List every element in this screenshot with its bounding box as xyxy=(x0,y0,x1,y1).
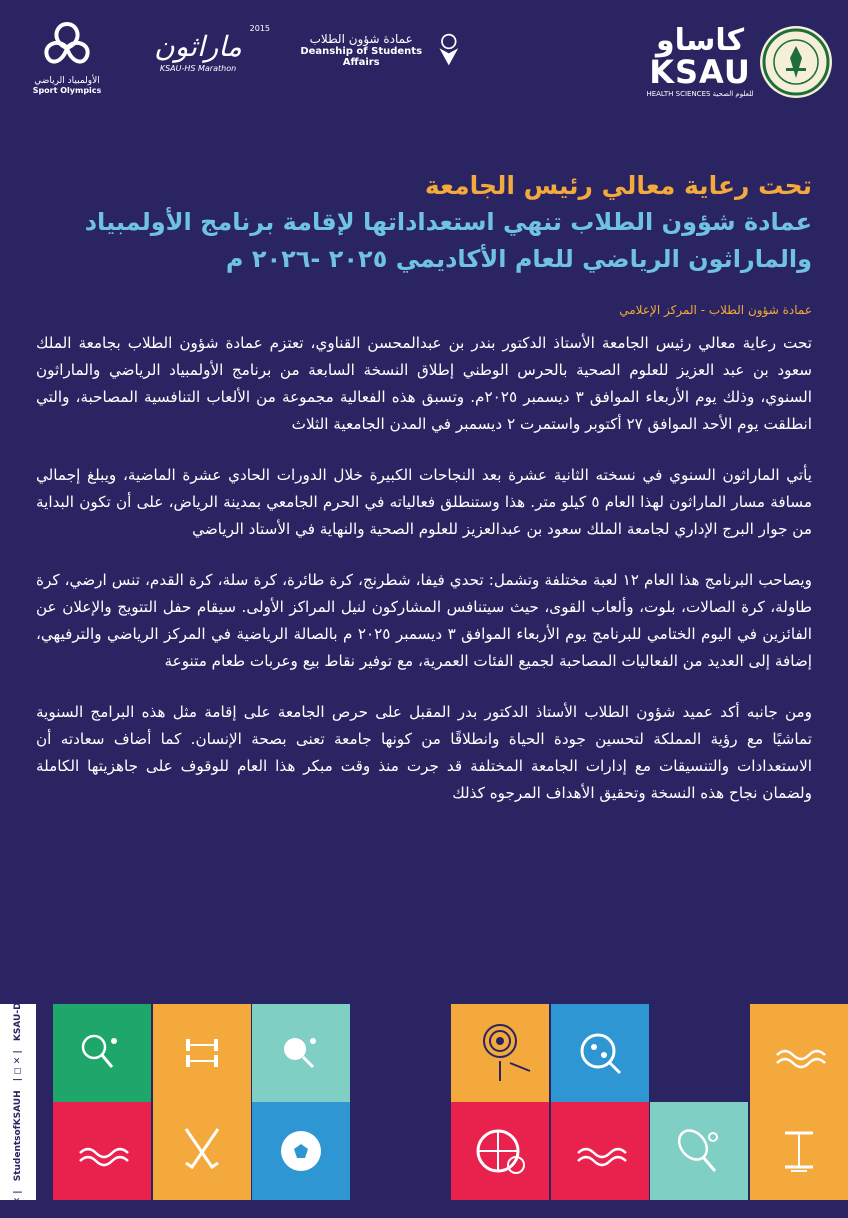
ksau-logo-ar: كاساو xyxy=(655,23,745,58)
sport-tile-archery-target xyxy=(451,1004,549,1102)
article-subtitle-line-1: عمادة شؤون الطلاب تنهي استعداداتها لإقامة برنامج الأولمبياد xyxy=(84,208,812,236)
sport-tile-blank xyxy=(352,1102,450,1200)
article-paragraph-2: يأتي الماراثون السنوي في نسخته الثانية عشرة بعد النجاحات الكبيرة خلال الدورات الحادي عشرة الماضية، ويبلغ إجمالي مسافة مسار الماراثون لهذا العام ٥ كيلو متر. هذا وستنطلق فعالياته في الحرم الجامعي بمدينة الرياض، على أن تكون البداية من جوار البرج الإداري لجامعة الملك سعود بن عبدالعزيز للعلوم الصحية والنهاية في الأستاد الرياضي xyxy=(36,466,812,538)
olympics-knot-icon xyxy=(39,18,95,74)
sport-tile-swimming xyxy=(551,1102,649,1200)
archery-target-icon xyxy=(468,1021,532,1085)
article-paragraph-4: ومن جانبه أكد عميد شؤون الطلاب الأستاذ الدكتور بدر المقبل على حرص الجامعة على إقامة مثل هذه البرامج السنوية تماشيًا مع رؤية المملكة لتحسين جودة الحياة وانطلاقًا من كونها جامعة تعنى بصحة الإنسان. كما أضاف سعادته أن الاستعدادات والتنسيقات مع إدارات الجامعة المختلفة قد جرت منذ وقت مبكر هذا العام للوقوف على جاهزيتها الكاملة ولضمان نجاح هذه النسخة وتحقيق الأهداف المرجوه كذلك xyxy=(36,703,812,802)
article-title: تحت رعاية معالي رئيس الجامعة xyxy=(424,171,812,200)
swimming-icon xyxy=(568,1119,632,1183)
social-handles-bar xyxy=(0,989,36,1215)
deanship-emblem-icon xyxy=(436,30,462,70)
basketball-icon xyxy=(468,1119,532,1183)
sport-tile-ping-pong xyxy=(252,1004,350,1102)
social-icons: ◻ ✕ | xyxy=(13,1190,23,1215)
olympics-logo-en: Sport Olympics xyxy=(32,86,102,95)
sport-tile-blank xyxy=(650,1004,748,1102)
sport-tile-basketball xyxy=(451,1102,549,1200)
sport-tiles-strip xyxy=(0,1004,848,1200)
article-paragraph-3: ويصاحب البرنامج هذا العام ١٢ لعبة مختلفة وتشمل: تحدي فيفا، شطرنج، كرة طائرة، كرة سلة، كرة القدم، تنس ارضي، كرة طاولة، كرة الصالات، بلوت، وألعاب القوى، حيث سيتنافس المشاركون لنيل المراكز الأولى. سيقام حفل التتويج والإعلان عن الفائزين في اليوم الختامي للبرنامج يوم الأربعاء الموافق ٣ ديسمبر ٢٠٢٥ م بالصالة الرياضية في المركز الرياضي والترفيهي، إضافة إلى العديد من الفعاليات المصاحبة لجميع الفئات العمرية، مع توفير نقاط بيع وعربات طعام متنوعة xyxy=(36,571,812,670)
social-separator: | ◻ ✕ | xyxy=(13,1050,23,1082)
marathon-logo-en: KSAU-HS Marathon xyxy=(159,64,237,73)
deanship-logo-en: Deanship of Students Affairs xyxy=(300,46,423,68)
sport-tile-football xyxy=(252,1102,350,1200)
ksau-logo xyxy=(640,23,760,98)
marathon-logo-year: 2015 xyxy=(249,24,270,33)
social-handle-2: KSAU-DSA xyxy=(13,989,23,1042)
sport-olympics-logo xyxy=(22,18,112,95)
hockey-icon xyxy=(170,1119,234,1183)
header xyxy=(0,0,848,120)
ping-pong-icon xyxy=(269,1021,333,1085)
football-icon xyxy=(269,1119,333,1183)
sport-tile-dumbbell xyxy=(153,1004,251,1102)
deanship-logo xyxy=(292,30,462,70)
ksau-logo-en: KSAU xyxy=(649,53,751,91)
table-tennis-icon xyxy=(70,1021,134,1085)
tennis-icon xyxy=(667,1119,731,1183)
racket-icon xyxy=(568,1021,632,1085)
university-seal-icon xyxy=(758,24,834,100)
sport-tile-racket xyxy=(551,1004,649,1102)
sport-tile-tennis xyxy=(650,1102,748,1200)
swimming-icon xyxy=(767,1021,831,1085)
marathon-logo-ar: ماراثون xyxy=(154,30,242,63)
deanship-logo-ar: عمادة شؤون الطلاب xyxy=(309,32,413,46)
article xyxy=(36,168,812,807)
swimming-icon xyxy=(70,1119,134,1183)
marathon-logo xyxy=(118,24,278,73)
weightlifting-icon xyxy=(767,1119,831,1183)
sport-tile-hockey xyxy=(153,1102,251,1200)
sport-tile-swimming xyxy=(53,1102,151,1200)
article-byline: عمادة شؤون الطلاب - المركز الإعلامي xyxy=(619,303,812,317)
dumbbell-icon xyxy=(170,1021,234,1085)
sport-tile-swimming xyxy=(750,1004,848,1102)
sport-tile-weightlifting xyxy=(750,1102,848,1200)
article-subtitle-line-2: والماراثون الرياضي للعام الأكاديمي ٢٠٢٥ -٢٠٢٦ م xyxy=(225,245,812,273)
olympics-logo-ar: الأولمبياد الرياضي xyxy=(34,76,100,86)
ksau-logo-sub: HEALTH SCIENCES للعلوم الصحية xyxy=(646,90,754,98)
sport-tile-blank xyxy=(352,1004,450,1102)
sport-tile-table-tennis xyxy=(53,1004,151,1102)
article-paragraph-1: تحت رعاية معالي رئيس الجامعة الأستاذ الدكتور بندر بن عبدالمحسن القناوي، تعتزم عمادة شؤون الطلاب بجامعة الملك سعود بن عبد العزيز للعلوم الصحية بالحرس الوطني إطلاق النسخة السابعة من برنامج الأولمبياد الرياضي والماراثون السنوي، وذلك يوم الأربعاء الموافق ٣ ديسمبر ٢٠٢٥م. وتسبق هذه الفعالية مجموعة من الألعاب التنافسية المصاحبة، والتي انطلقت يوم الأحد الموافق ٢٧ أكتوبر واستمرت ٢ ديسمبر في المدن الجامعية الثلاث xyxy=(36,334,812,433)
social-handle-1: StudentsofKSAUH xyxy=(13,1090,23,1182)
